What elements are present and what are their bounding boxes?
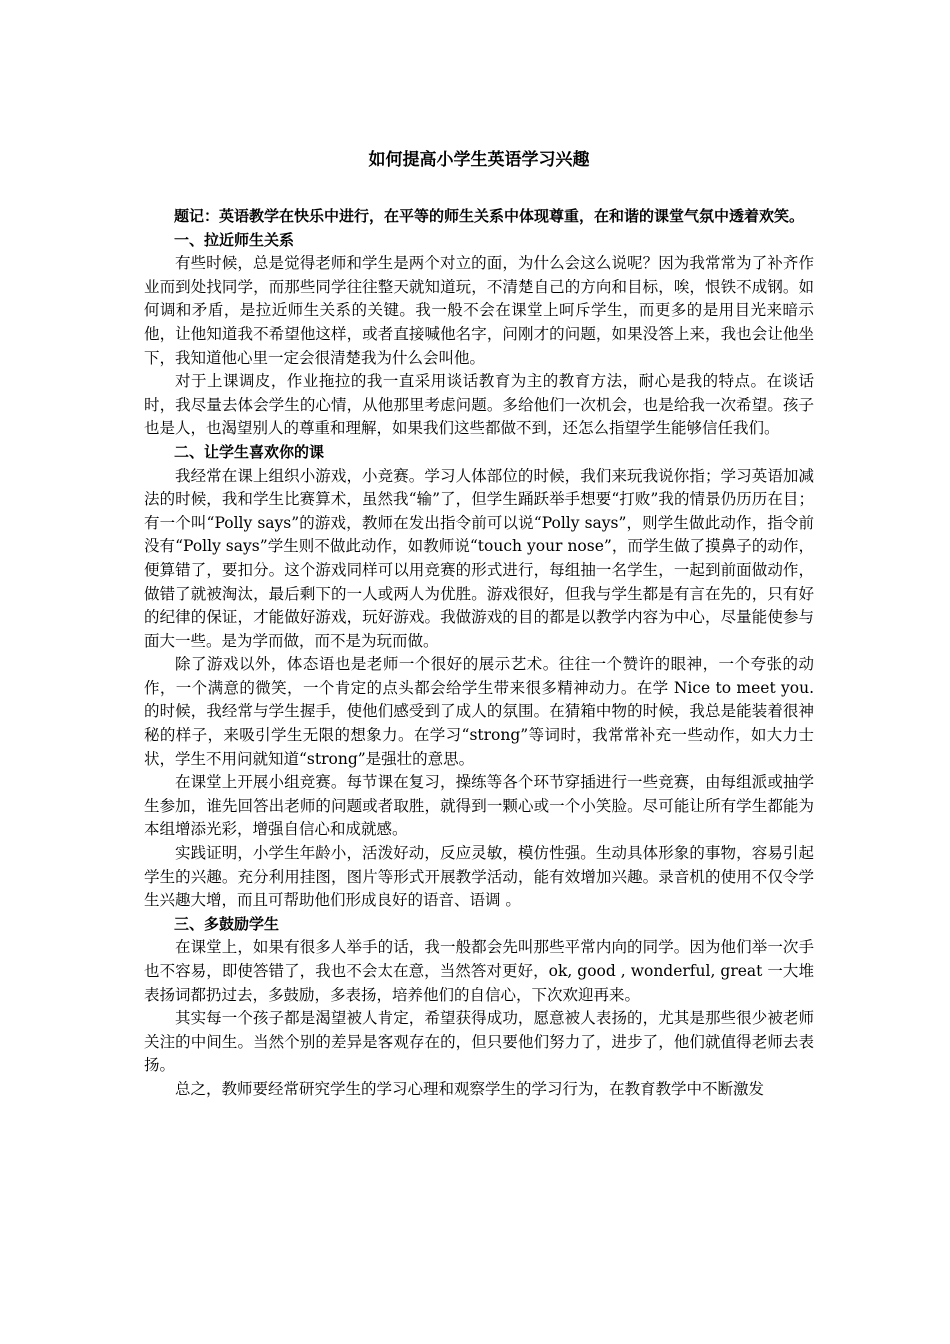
paragraph: 除了游戏以外，体态语也是老师一个很好的展示艺术。往往一个赞许的眼神，一个夸张的动作，一个满意的微笑，一个肯定的点头都会给学生带来很多精神动力。在学 Nice to meet you.的时候，我经常与学生握手，使他们感受到了成人的氛围。在猜箱中物的时候，我总是能装着很神秘的样子，来吸引学生无限的想象力。在学习“strong”等词时，我常常补充一些动作，如大力士状，学生不用问就知道“strong”是强壮的意思。 bbox=[144, 655, 814, 768]
paragraph: 实践证明，小学生年龄小，活泼好动，反应灵敏，模仿性强。生动具体形象的事物，容易引起学生的兴趣。充分利用挂图，图片等形式开展教学活动，能有效增加兴趣。录音机的使用不仅令学生兴趣大增，而且可帮助他们形成良好的语音、语调 。 bbox=[144, 844, 814, 910]
paragraph: 对于上课调皮，作业拖拉的我一直采用谈话教育为主的教育方法，耐心是我的特点。在谈话时，我尽量去体会学生的心情，从他那里考虑问题。多给他们一次机会，也是给我一次希望。孩子也是人，也渴望别人的尊重和理解，如果我们这些都做不到，还怎么指望学生能够信任我们。 bbox=[144, 372, 814, 438]
paragraph: 在课堂上开展小组竞赛。每节课在复习，操练等各个环节穿插进行一些竞赛，由每组派或抽学生参加，谁先回答出老师的问题或者取胜，就得到一颗心或一个小笑脸。尽可能让所有学生都能为本组增添光彩，增强自信心和成就感。 bbox=[144, 773, 814, 839]
document-title: 如何提高小学生英语学习兴趣 bbox=[368, 150, 590, 170]
paragraph: 有些时候，总是觉得老师和学生是两个对立的面，为什么会这么说呢？因为我常常为了补齐作业而到处找同学，而那些同学往往整天就知道玩，不清楚自己的方向和目标，唉，恨铁不成钢。如何调和矛盾，是拉近师生关系的关键。我一般不会在课堂上呵斥学生，而更多的是用目光来暗示他，让他知道我不希望他这样，或者直接喊他名字，问刚才的问题，如果没答上来，我也会让他坐下，我知道他心里一定会很清楚我为什么会叫他。 bbox=[144, 254, 814, 367]
section-heading-1: 一、拉近师生关系 bbox=[174, 230, 295, 249]
epigraph: 题记：英语教学在快乐中进行，在平等的师生关系中体现尊重，在和谐的课堂气氛中透着欢笑。 bbox=[174, 207, 805, 225]
document-body bbox=[144, 148, 814, 1102]
section-heading-3: 三、多鼓励学生 bbox=[174, 914, 280, 933]
paragraph: 在课堂上，如果有很多人举手的话，我一般都会先叫那些平常内向的同学。因为他们举一次手也不容易，即使答错了，我也不会太在意，当然答对更好，ok, good , wonderful, great 一大堆表扬词都扔过去，多鼓励，多表扬，培养他们的自信心，下次欢迎再来。 bbox=[144, 938, 814, 1004]
paragraph: 总之，教师要经常研究学生的学习心理和观察学生的学习行为，在教育教学中不断激发 bbox=[175, 1079, 765, 1098]
section-heading-2: 二、让学生喜欢你的课 bbox=[174, 442, 325, 461]
paragraph: 其实每一个孩子都是渴望被人肯定，希望获得成功，愿意被人表扬的，尤其是那些很少被老师关注的中间生。当然个别的差异是客观存在的，但只要他们努力了，进步了，他们就值得老师去表扬。 bbox=[144, 1009, 814, 1075]
paragraph: 我经常在课上组织小游戏，小竞赛。学习人体部位的时候，我们来玩我说你指；学习英语加减法的时候，我和学生比赛算术，虽然我“输”了，但学生踊跃举手想要“打败”我的情景仍历历在目；有一个叫“Polly says”的游戏，教师在发出指令前可以说“Polly says”，则学生做此动作，指令前没有“Polly says”学生则不做此动作，如教师说“touch your nose”，而学生做了摸鼻子的动作，便算错了，要扣分。这个游戏同样可以用竞赛的形式进行，每组抽一名学生，一起到前面做动作，做错了就被淘汰，最后剩下的一人或两人为优胜。游戏很好，但我与学生都是有言在先的，只有好的纪律的保证，才能做好游戏，玩好游戏。我做游戏的目的都是以教学内容为中心，尽量能使参与面大一些。是为学而做，而不是为玩而做。 bbox=[144, 466, 814, 650]
